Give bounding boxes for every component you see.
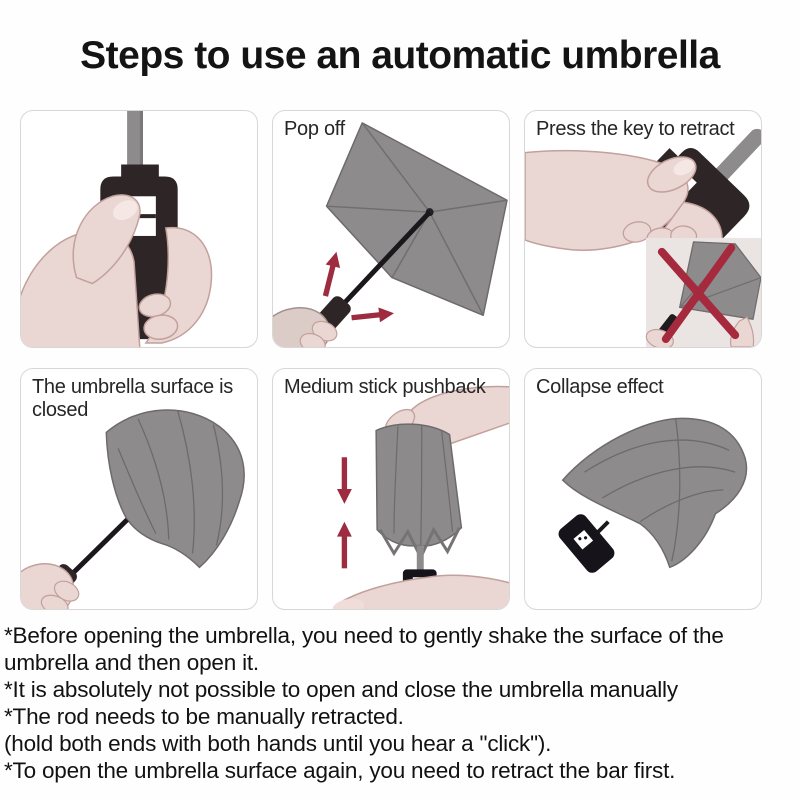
note-line: (hold both ends with both hands until you hear a "click"). — [4, 730, 552, 756]
note-line: *The rod needs to be manually retracted. — [4, 703, 404, 729]
collapsed-umbrella-illustration — [525, 369, 761, 609]
panel-press-key-to-retract — [524, 110, 762, 348]
note-line: *To open the umbrella surface again, you need to retract the bar first. — [4, 757, 676, 783]
press-key-illustration — [525, 111, 761, 347]
panel-caption: Pop off — [284, 117, 345, 140]
instruction-grid — [20, 110, 800, 610]
panel-collapse-effect — [524, 368, 762, 610]
stick-pushback-illustration — [273, 369, 509, 609]
panel-press-button-to-open — [20, 110, 258, 348]
panel-pop-off — [272, 110, 510, 348]
page-title: Steps to use an automatic umbrella — [80, 34, 720, 77]
arrow-up-icon — [318, 250, 343, 298]
panel-caption: Press the key to retract — [536, 117, 735, 140]
panel-medium-stick-pushback — [272, 368, 510, 610]
press-button-illustration — [21, 111, 257, 347]
open-umbrella-illustration — [273, 111, 509, 347]
note-line: *Before opening the umbrella, you need to gently shake the surface of the umbrella and then open it. — [4, 622, 724, 675]
no-manual-fold-inset — [644, 238, 761, 347]
panel-caption: Medium stick pushback — [284, 375, 486, 398]
arrow-up-icon — [337, 521, 352, 568]
arrow-down-icon — [337, 457, 352, 504]
note-line: *It is absolutely not possible to open and close the umbrella manually — [4, 676, 678, 702]
panel-caption: The umbrella surface is closed — [32, 375, 233, 421]
panel-umbrella-surface-closed — [20, 368, 258, 610]
usage-notes — [4, 622, 796, 784]
panel-caption: Collapse effect — [536, 375, 664, 398]
arrow-right-icon — [351, 306, 395, 325]
